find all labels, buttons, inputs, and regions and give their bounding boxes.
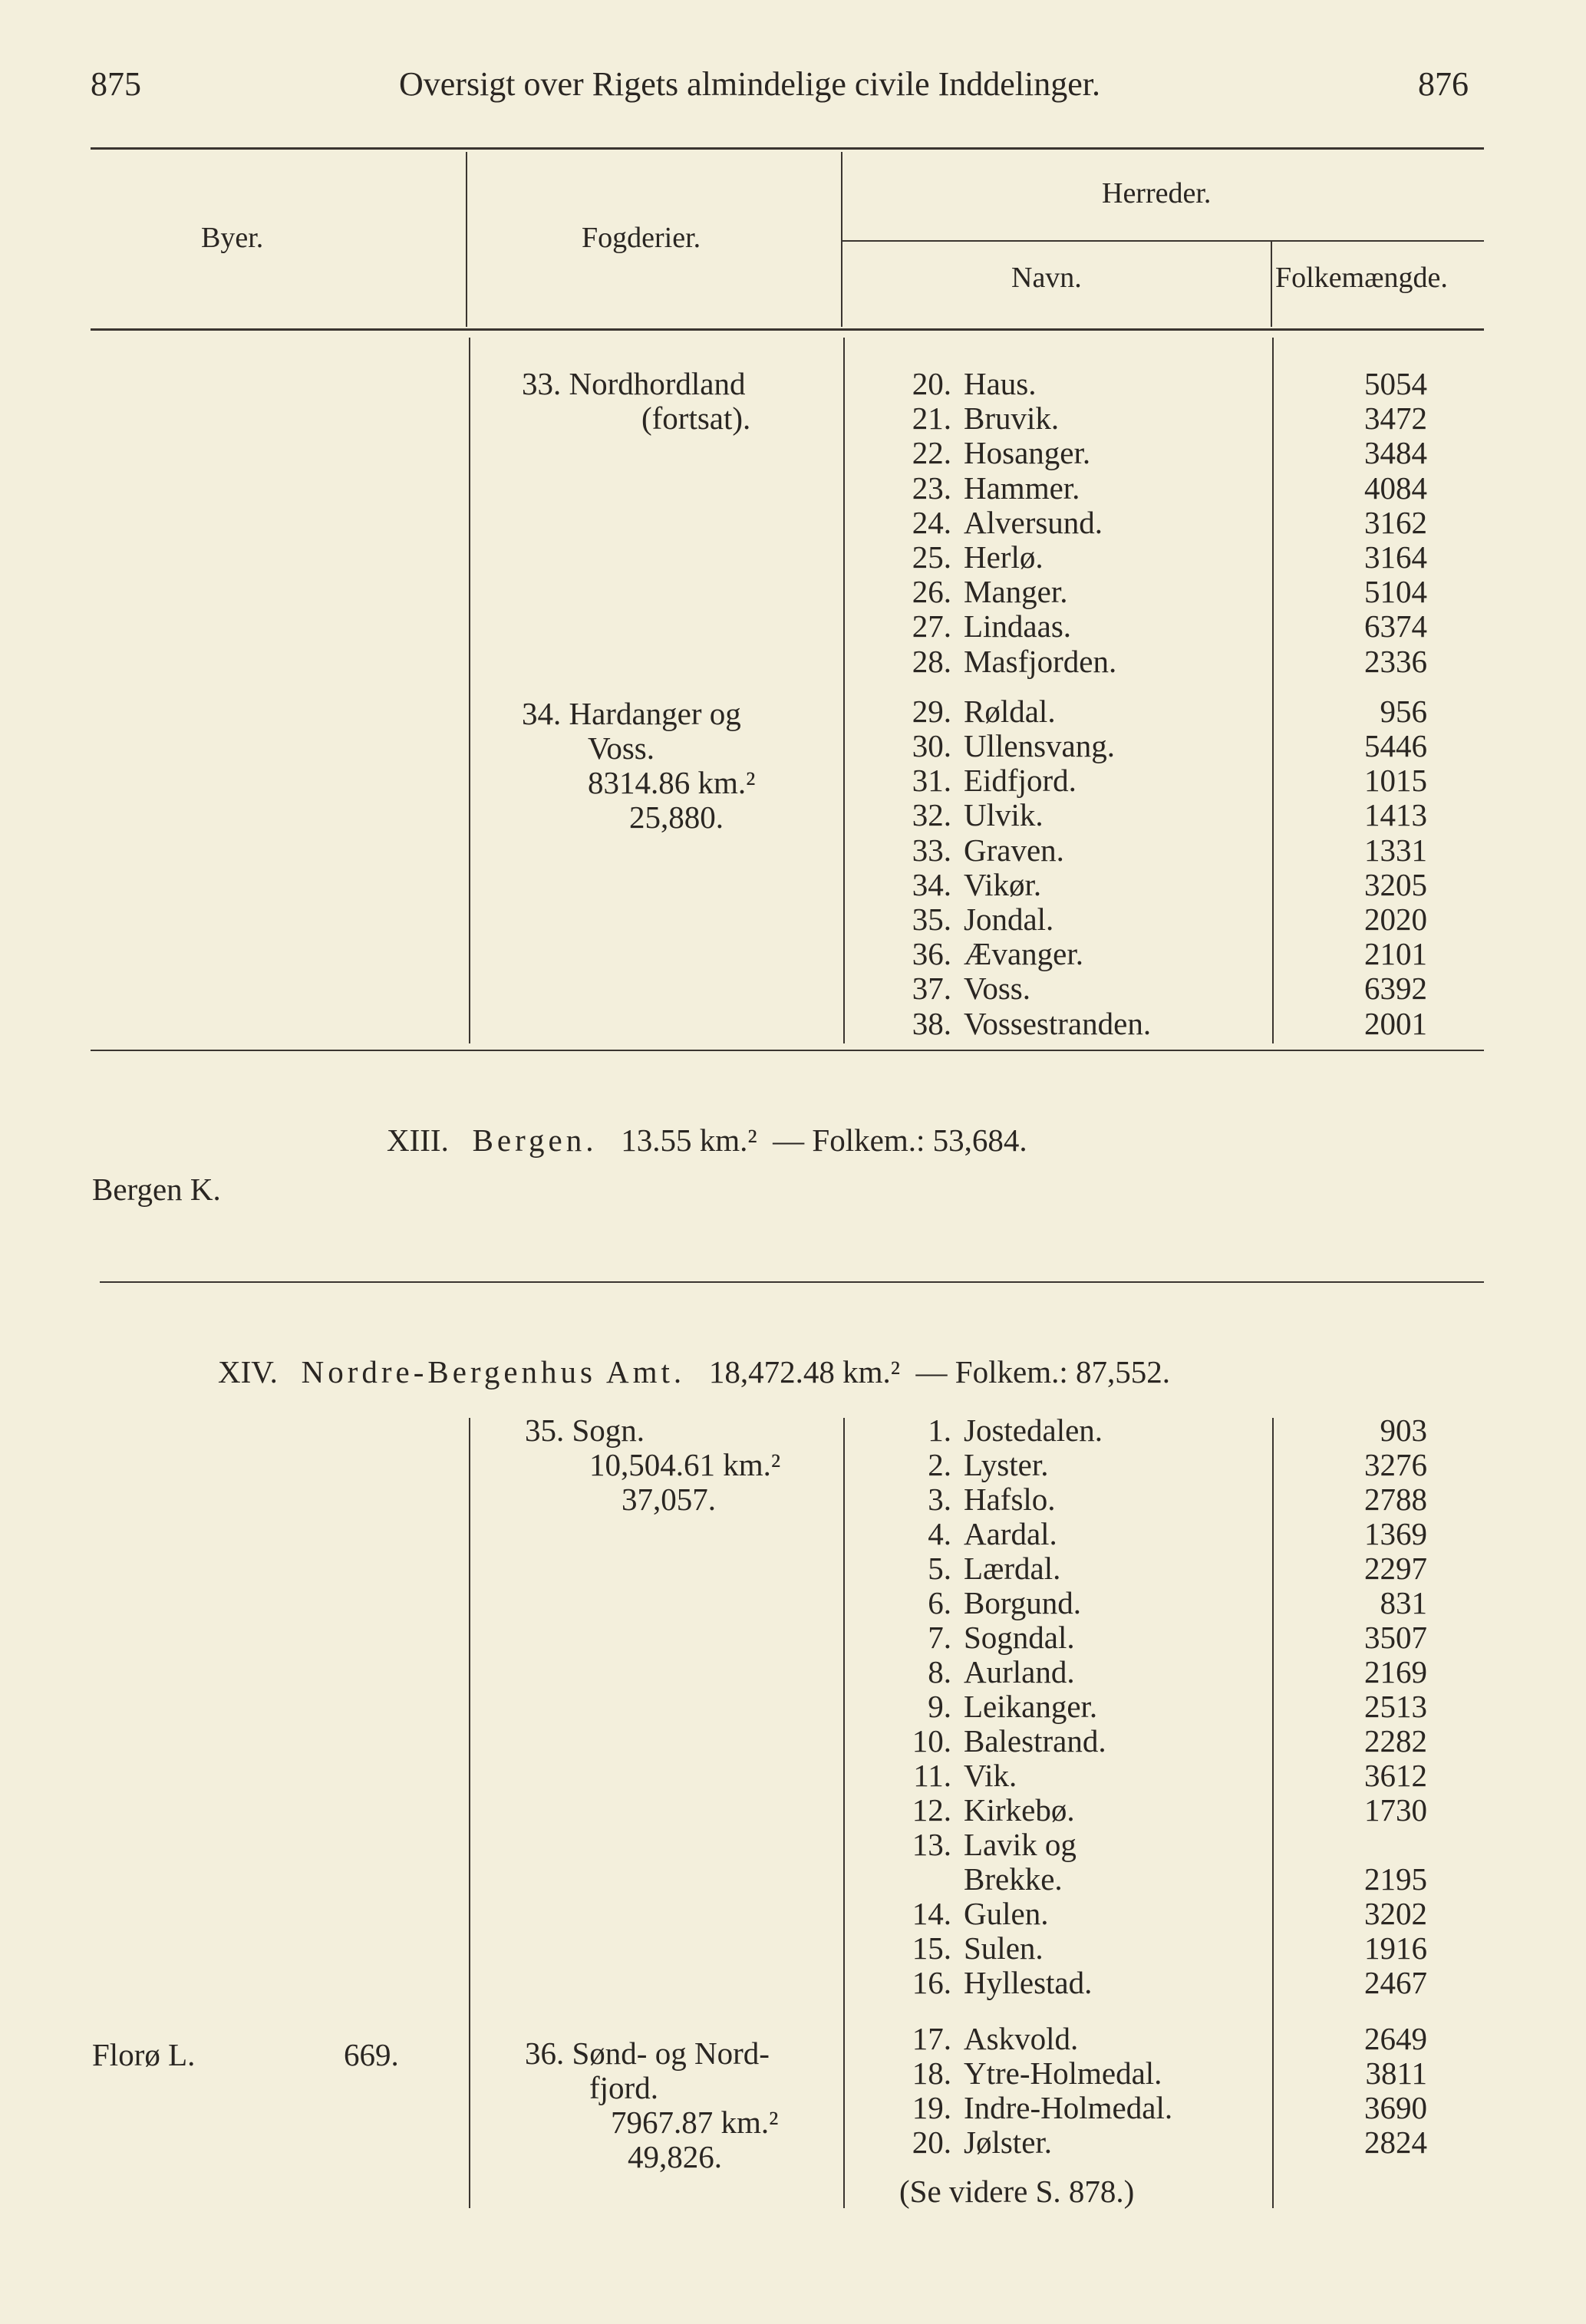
herred-population: 5104	[1364, 574, 1427, 610]
herred-row	[0, 1551, 1586, 1586]
section-xiv	[218, 1353, 1170, 1390]
herred-number: 26.	[912, 574, 951, 610]
herred-row	[0, 575, 1586, 609]
herred-population: 3612	[1364, 1758, 1427, 1793]
herred-row	[0, 1517, 1586, 1551]
herred-row	[0, 1655, 1586, 1689]
fogderi-35-name: 35. Sogn.	[525, 1413, 645, 1448]
fogderi-33-name: 33. Nordhordland	[522, 366, 746, 401]
herred-population: 3276	[1364, 1447, 1427, 1482]
herred-population: 1916	[1364, 1930, 1427, 1966]
herred-row	[0, 471, 1586, 506]
herred-row	[0, 609, 1586, 644]
page-title: Oversigt over Rigets almindelige civile Inddelinger.	[399, 65, 1100, 103]
herred-number: 25.	[912, 539, 951, 575]
herred-number: 11.	[913, 1758, 951, 1793]
herred-number: 23.	[912, 470, 951, 506]
herred-number: 16.	[912, 1965, 951, 2000]
section-xiv-population: — Folkem.: 87,552.	[915, 1354, 1170, 1389]
herred-number: 24.	[912, 504, 951, 540]
fogderi-36-name-cont: fjord.	[589, 2070, 658, 2105]
continuation-note: (Se videre S. 878.)	[899, 2174, 1135, 2209]
herred-number: 15.	[912, 1930, 951, 1966]
col-header-folkemaengde: Folkemængde.	[1275, 262, 1448, 294]
herred-population: 956	[1380, 693, 1427, 729]
herred-name: Lærdal.	[964, 1551, 1061, 1586]
herred-number: 2.	[928, 1447, 951, 1482]
fogderi-36-area: 7967.87 km.²	[611, 2105, 779, 2140]
herred-row	[0, 401, 1586, 436]
herred-population: 3164	[1364, 539, 1427, 575]
section-xiii-area: 13.55 km.²	[621, 1122, 757, 1158]
herred-population: 3472	[1364, 401, 1427, 437]
rule-section-divider	[100, 1281, 1484, 1283]
herred-row	[0, 436, 1586, 470]
herred-name: Indre-Holmedal.	[964, 2090, 1173, 2125]
herred-row	[0, 937, 1586, 971]
herred-name: Hyllestad.	[964, 1965, 1093, 2000]
herred-row	[0, 367, 1586, 401]
herred-number: 8.	[928, 1654, 951, 1689]
herred-name: Hosanger.	[964, 435, 1091, 471]
rule-herreder	[842, 240, 1484, 242]
herred-population: 2001	[1364, 1005, 1427, 1041]
herred-number: 6.	[928, 1585, 951, 1620]
col-divider-fogderier	[841, 152, 842, 327]
herred-population: 2169	[1364, 1654, 1427, 1689]
herred-population: 2282	[1364, 1723, 1427, 1759]
herred-name: Vossestranden.	[964, 1005, 1152, 1041]
herred-population: 1369	[1364, 1516, 1427, 1551]
herred-name: Herlø.	[964, 539, 1044, 575]
herred-name: Hammer.	[964, 470, 1080, 506]
herred-population: 6392	[1364, 971, 1427, 1007]
section-xiii-population: — Folkem.: 53,684.	[773, 1122, 1027, 1158]
herred-number: 30.	[912, 728, 951, 763]
col-header-navn: Navn.	[1011, 262, 1082, 294]
herred-number: 20.	[912, 2125, 951, 2160]
herred-name: Sulen.	[964, 1930, 1044, 1966]
herred-name: Masfjorden.	[964, 643, 1117, 679]
col-divider-navn	[1271, 242, 1272, 327]
herred-population: 2336	[1364, 643, 1427, 679]
herred-number: 36.	[912, 936, 951, 972]
section-xiv-roman: XIV.	[218, 1354, 278, 1389]
fogderi-33-note: (fortsat).	[641, 401, 751, 436]
herred-name: Vikør.	[964, 866, 1042, 902]
herred-name: Manger.	[964, 574, 1068, 610]
rule-head-bottom	[91, 328, 1484, 331]
section-xiii-roman: XIII.	[387, 1122, 449, 1158]
herred-population: 2513	[1364, 1689, 1427, 1724]
herred-name: Kirkebø.	[964, 1792, 1075, 1828]
herred-population: 3690	[1364, 2090, 1427, 2125]
herred-name: Sogndal.	[964, 1620, 1075, 1655]
herred-name: Hafslo.	[964, 1482, 1056, 1517]
herred-number: 29.	[912, 693, 951, 729]
herred-number: 22.	[912, 435, 951, 471]
herred-population: 5446	[1364, 728, 1427, 763]
herred-name: Ytre-Holmedal.	[964, 2055, 1162, 2091]
herred-population: 1413	[1364, 797, 1427, 833]
fogderi-35-area: 10,504.61 km.²	[589, 1447, 781, 1482]
col-header-herreder: Herreder.	[1102, 177, 1212, 209]
herred-population: 2020	[1364, 902, 1427, 937]
herred-row	[0, 1862, 1586, 1897]
herred-row	[0, 1793, 1586, 1828]
herred-number: 37.	[912, 971, 951, 1007]
herred-row	[0, 1620, 1586, 1655]
herred-population: 6374	[1364, 608, 1427, 644]
herred-row	[0, 868, 1586, 902]
herred-row	[0, 1931, 1586, 1966]
herred-name: Lindaas.	[964, 608, 1072, 644]
col-header-byer: Byer.	[201, 222, 264, 254]
herred-population: 3162	[1364, 504, 1427, 540]
herred-name: Aurland.	[964, 1654, 1075, 1689]
herred-name: Voss.	[964, 971, 1030, 1007]
herred-row	[0, 1689, 1586, 1724]
herred-population: 1015	[1364, 763, 1427, 799]
rule-block1-bottom	[91, 1050, 1484, 1051]
herred-name: Lyster.	[964, 1447, 1049, 1482]
herred-population: 1730	[1364, 1792, 1427, 1828]
herred-row	[0, 1724, 1586, 1759]
herred-name: Lavik og	[964, 1827, 1077, 1862]
herred-name: Ævanger.	[964, 936, 1083, 972]
herred-population: 2101	[1364, 936, 1427, 972]
herred-number: 35.	[912, 902, 951, 937]
herred-row	[0, 2091, 1586, 2125]
herred-row	[0, 540, 1586, 575]
herred-number: 32.	[912, 797, 951, 833]
herred-name: Ullensvang.	[964, 728, 1115, 763]
herred-row	[0, 2056, 1586, 2091]
city-bergen: Bergen K.	[92, 1172, 221, 1207]
herred-number: 19.	[912, 2090, 951, 2125]
page-number-right: 876	[1418, 65, 1469, 103]
herred-name: Leikanger.	[964, 1689, 1098, 1724]
fogderi-36-name: 36. Sønd- og Nord-	[525, 2036, 770, 2071]
herred-name: Ulvik.	[964, 797, 1044, 833]
herred-number: 38.	[912, 1005, 951, 1041]
herred-row	[0, 1007, 1586, 1041]
herred-name: Jølster.	[964, 2125, 1053, 2160]
herred-population: 5054	[1364, 366, 1427, 401]
herred-population: 2467	[1364, 1965, 1427, 2000]
herred-name: Jondal.	[964, 902, 1054, 937]
herred-name: Bruvik.	[964, 401, 1060, 437]
herred-number: 14.	[912, 1896, 951, 1931]
herred-row	[0, 1828, 1586, 1862]
section-xiv-area: 18,472.48 km.²	[708, 1354, 901, 1389]
herred-population: 3484	[1364, 435, 1427, 471]
herred-row	[0, 1448, 1586, 1482]
herred-row	[0, 2022, 1586, 2056]
herred-name: Brekke.	[964, 1861, 1063, 1897]
herred-population: 3205	[1364, 866, 1427, 902]
herred-number: 27.	[912, 608, 951, 644]
fogderi-36-population: 49,826.	[628, 2139, 722, 2174]
herred-name: Jostedalen.	[964, 1413, 1103, 1448]
herred-population: 831	[1380, 1585, 1427, 1620]
city-floro-population: 669.	[344, 2037, 399, 2072]
herred-name: Haus.	[964, 366, 1037, 401]
herred-number: 7.	[928, 1620, 951, 1655]
herred-number: 34.	[912, 866, 951, 902]
herred-row	[0, 1966, 1586, 2000]
herred-number: 5.	[928, 1551, 951, 1586]
herred-number: 1.	[928, 1413, 951, 1448]
herred-number: 20.	[912, 366, 951, 401]
herred-population: 1331	[1364, 832, 1427, 868]
herred-row	[0, 2125, 1586, 2160]
fogderi-34-name: 34. Hardanger og	[522, 696, 741, 731]
herred-name: Graven.	[964, 832, 1064, 868]
herred-number: 10.	[912, 1723, 951, 1759]
herred-row	[0, 729, 1586, 763]
herred-row	[0, 1759, 1586, 1793]
section-xiii	[387, 1122, 1027, 1159]
herred-name: Balestrand.	[964, 1723, 1106, 1759]
herred-number: 12.	[912, 1792, 951, 1828]
herred-population: 903	[1380, 1413, 1427, 1448]
col-divider-byer	[466, 152, 467, 327]
fogderi-34-area: 8314.86 km.²	[588, 765, 756, 800]
herred-population: 4084	[1364, 470, 1427, 506]
herred-row	[0, 1897, 1586, 1931]
herred-row	[0, 798, 1586, 832]
city-floro: Florø L.	[92, 2037, 196, 2072]
herred-row	[0, 506, 1586, 540]
fogderi-34-name-cont: Voss.	[588, 730, 655, 766]
herred-name: Aardal.	[964, 1516, 1057, 1551]
herred-population: 3202	[1364, 1896, 1427, 1931]
herred-name: Gulen.	[964, 1896, 1049, 1931]
section-xiv-name: Nordre-Bergenhus Amt.	[301, 1354, 686, 1389]
herred-population: 2195	[1364, 1861, 1427, 1897]
fogderi-34-population: 25,880.	[629, 799, 724, 835]
herred-number: 3.	[928, 1482, 951, 1517]
herred-name: Borgund.	[964, 1585, 1082, 1620]
herred-name: Eidfjord.	[964, 763, 1077, 799]
herred-row	[0, 644, 1586, 679]
herred-row	[0, 694, 1586, 729]
herred-row	[0, 1482, 1586, 1517]
herred-population: 2824	[1364, 2125, 1427, 2160]
herred-number: 33.	[912, 832, 951, 868]
herred-number: 18.	[912, 2055, 951, 2091]
herred-number: 17.	[912, 2021, 951, 2056]
herred-name: Røldal.	[964, 693, 1056, 729]
herred-row	[0, 833, 1586, 868]
rule-top	[91, 147, 1484, 150]
herred-number: 9.	[928, 1689, 951, 1724]
herred-number: 31.	[912, 763, 951, 799]
herred-row	[0, 902, 1586, 937]
herred-row	[0, 971, 1586, 1006]
herred-name: Vik.	[964, 1758, 1017, 1793]
herred-name: Alversund.	[964, 504, 1103, 540]
herred-name: Askvold.	[964, 2021, 1079, 2056]
herred-number: 13.	[912, 1827, 951, 1862]
herred-number: 21.	[912, 401, 951, 437]
fogderi-35-population: 37,057.	[622, 1482, 716, 1517]
col-header-fogderier: Fogderier.	[582, 222, 701, 254]
section-xiii-name: Bergen.	[472, 1122, 598, 1158]
herred-population: 2297	[1364, 1551, 1427, 1586]
herred-population: 2788	[1364, 1482, 1427, 1517]
herred-number: 4.	[928, 1516, 951, 1551]
herred-population: 3811	[1365, 2055, 1427, 2091]
herred-population: 3507	[1364, 1620, 1427, 1655]
herred-population: 2649	[1364, 2021, 1427, 2056]
herred-row	[0, 763, 1586, 798]
page-number-left: 875	[91, 65, 141, 103]
herred-row	[0, 1413, 1586, 1448]
herred-row	[0, 1586, 1586, 1620]
herred-number: 28.	[912, 643, 951, 679]
